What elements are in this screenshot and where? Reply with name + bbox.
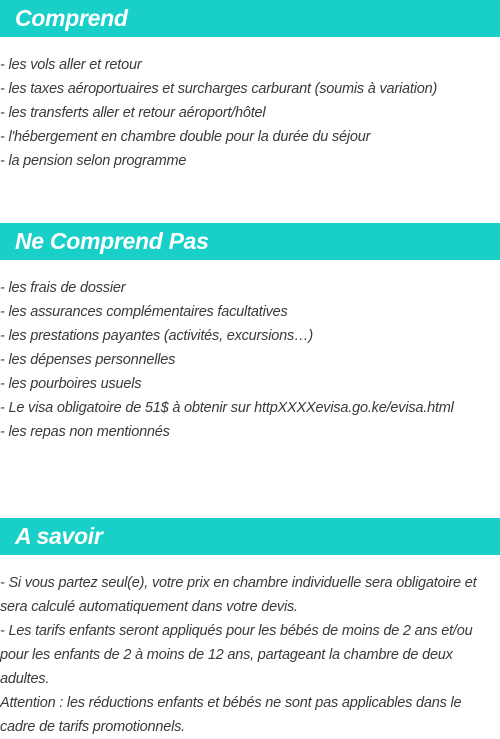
comprend-title: Comprend (15, 5, 128, 31)
list-item: - les repas non mentionnés (0, 424, 170, 440)
list-item: - les taxes aéroportuaires et surcharges carburant (soumis à variation) (0, 81, 438, 97)
list-item: - les dépenses personnelles (0, 352, 176, 368)
comprend-list (0, 53, 500, 173)
a-savoir-content (0, 571, 500, 739)
list-item: - les pourboires usuels (0, 376, 142, 392)
info-paragraph: - Les tarifs enfants seront appliqués pour les bébés de moins de 2 ans et/ou pour les enfants de 2 à moins de 12 ans, partageant la chambre de deux adultes. (0, 623, 473, 687)
ne-comprend-pas-header (0, 223, 500, 260)
list-item: - les assurances complémentaires facultatives (0, 304, 288, 320)
list-item: - les vols aller et retour (0, 57, 142, 73)
list-item: - les transferts aller et retour aéroport/hôtel (0, 105, 266, 121)
a-savoir-header (0, 518, 500, 555)
a-savoir-title: A savoir (15, 523, 103, 549)
ne-comprend-pas-list (0, 276, 500, 444)
attention-paragraph: Attention : les réductions enfants et bébés ne sont pas applicables dans le cadre de tarifs promotionnels. (0, 695, 462, 735)
info-paragraph: - Si vous partez seul(e), votre prix en chambre individuelle sera obligatoire et sera calculé automatiquement dans votre devis. (0, 575, 477, 615)
list-item: - l'hébergement en chambre double pour la durée du séjour (0, 129, 371, 145)
list-item: - les prestations payantes (activités, excursions…) (0, 328, 313, 344)
list-item: - Le visa obligatoire de 51$ à obtenir sur httpXXXXevisa.go.ke/evisa.html (0, 400, 454, 416)
list-item: - les frais de dossier (0, 280, 126, 296)
list-item: - la pension selon programme (0, 153, 187, 169)
comprend-header (0, 0, 500, 37)
ne-comprend-pas-title: Ne Comprend Pas (15, 228, 209, 254)
